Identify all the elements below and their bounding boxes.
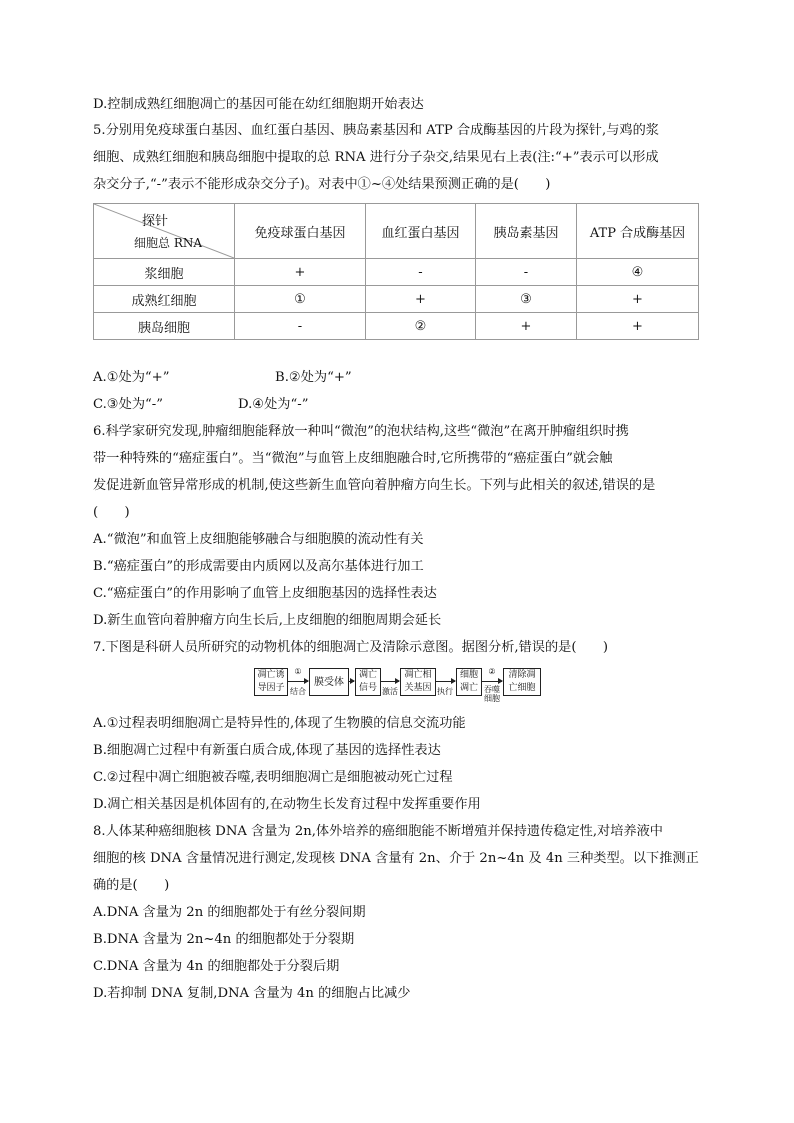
q7-option-a: A.①过程表明细胞凋亡是特异性的,体现了生物膜的信息交流功能 bbox=[93, 716, 466, 731]
q8-stem-line-3: 确的是( ) bbox=[93, 878, 170, 893]
q6-stem-line-3: 发促进新血管异常形成的机制,使这些新生血管向着肿瘤方向生长。下列与此相关的叙述,错误的是 bbox=[93, 478, 656, 493]
flow-arrow-5 bbox=[482, 681, 502, 682]
q8-option-c: C.DNA 含量为 4n 的细胞都处于分裂后期 bbox=[93, 959, 340, 974]
flow-box-apoptosis-signal: 凋亡 信号 bbox=[355, 668, 381, 696]
q5-option-b: B.②处为“+” bbox=[275, 370, 352, 385]
q4-option-d: D.控制成熟红细胞凋亡的基因可能在幼红细胞期开始表达 bbox=[93, 97, 424, 112]
q7-stem: 7.下图是科研人员所研究的动物机体的细胞凋亡及清除示意图。据图分析,错误的是( ) bbox=[93, 640, 608, 655]
flow-box-membrane-receptor: 膜受体 bbox=[309, 668, 349, 696]
table-header-row bbox=[94, 204, 699, 259]
table-header: 血红蛋白基因 bbox=[366, 204, 476, 259]
apoptosis-flow-diagram bbox=[254, 666, 544, 703]
flow-arrow-2 bbox=[349, 681, 354, 682]
q6-option-b: B.“癌症蛋白”的形成需要由内质网以及高尔基体进行加工 bbox=[93, 559, 424, 574]
table-cell: - bbox=[476, 259, 577, 286]
q8-stem-line-2: 细胞的核 DNA 含量情况进行测定,发现核 DNA 含量有 2n、介于 2n~4n 及 4n 三种类型。以下推测正 bbox=[93, 851, 699, 866]
flow-arrow-3-bottom: 激活 bbox=[382, 687, 398, 696]
flow-box-cell-apoptosis: 细胞 凋亡 bbox=[456, 668, 482, 696]
table-cell: + bbox=[577, 313, 699, 340]
q5-stem-line-2: 细胞、成熟红细胞和胰岛细胞中提取的总 RNA 进行分子杂交,结果见右上表(注:“+”表示可以形成 bbox=[93, 150, 659, 165]
table-cell: ③ bbox=[476, 286, 577, 313]
table-cell: + bbox=[235, 259, 366, 286]
q8-option-a: A.DNA 含量为 2n 的细胞都处于有丝分裂间期 bbox=[93, 905, 366, 920]
table-cell: + bbox=[577, 286, 699, 313]
table-cell: + bbox=[366, 286, 476, 313]
table-row bbox=[94, 286, 699, 313]
q5-table bbox=[93, 203, 699, 340]
flow-box-related-genes: 凋亡相 关基因 bbox=[400, 668, 436, 696]
q6-option-c: C.“癌症蛋白”的作用影响了血管上皮细胞基因的选择性表达 bbox=[93, 586, 437, 601]
flow-arrow-1 bbox=[288, 681, 308, 682]
table-header: 胰岛素基因 bbox=[476, 204, 577, 259]
q5-stem-line-3: 杂交分子,“-”表示不能形成杂交分子)。对表中①~④处结果预测正确的是( ) bbox=[93, 177, 551, 192]
q7-option-c: C.②过程中凋亡细胞被吞噬,表明细胞凋亡是细胞被动死亡过程 bbox=[93, 770, 453, 785]
flow-arrow-1-bottom: 结合 bbox=[290, 687, 306, 696]
table-corner-cell bbox=[94, 204, 235, 259]
q8-stem-line-1: 8.人体某种癌细胞核 DNA 含量为 2n,体外培养的癌细胞能不断增殖并保持遗传稳定性,对培养液中 bbox=[93, 824, 663, 839]
flow-box-induction-factor: 凋亡诱 导因子 bbox=[254, 668, 288, 696]
q6-stem-line-1: 6.科学家研究发现,肿瘤细胞能释放一种叫“微泡”的泡状结构,这些“微泡”在离开肿瘤组织时携 bbox=[93, 424, 629, 439]
q5-option-d: D.④处为“-” bbox=[238, 397, 309, 412]
flow-arrow-5-top: ② bbox=[488, 667, 496, 676]
q5-option-c: C.③处为“-” bbox=[93, 397, 163, 412]
q5-stem-line-1: 5.分别用免疫球蛋白基因、血红蛋白基因、胰岛素基因和 ATP 合成酶基因的片段为探针,与鸡的浆 bbox=[93, 123, 659, 138]
table-cell: + bbox=[476, 313, 577, 340]
table-cell: ① bbox=[235, 286, 366, 313]
q7-option-d: D.凋亡相关基因是机体固有的,在动物生长发育过程中发挥重要作用 bbox=[93, 797, 481, 812]
table-row bbox=[94, 313, 699, 340]
table-header: ATP 合成酶基因 bbox=[577, 204, 699, 259]
flow-arrow-1-top: ① bbox=[294, 667, 302, 676]
row-label: 浆细胞 bbox=[94, 259, 235, 286]
flow-arrow-4-bottom: 执行 bbox=[437, 687, 453, 696]
corner-bottom-label: 细胞总 RNA bbox=[134, 236, 203, 250]
table-cell: ② bbox=[366, 313, 476, 340]
table-cell: - bbox=[235, 313, 366, 340]
table-cell: ④ bbox=[577, 259, 699, 286]
flow-arrow-3 bbox=[381, 681, 399, 682]
row-label: 胰岛细胞 bbox=[94, 313, 235, 340]
q8-option-b: B.DNA 含量为 2n~4n 的细胞都处于分裂期 bbox=[93, 932, 355, 947]
table-cell: - bbox=[366, 259, 476, 286]
row-label: 成熟红细胞 bbox=[94, 286, 235, 313]
flow-arrow-5-bottom: 吞噬 细胞 bbox=[484, 685, 500, 703]
q8-option-d: D.若抑制 DNA 复制,DNA 含量为 4n 的细胞占比减少 bbox=[93, 986, 411, 1001]
flow-arrow-4 bbox=[436, 681, 455, 682]
table-header: 免疫球蛋白基因 bbox=[235, 204, 366, 259]
q6-stem-line-2: 带一种特殊的“癌症蛋白”。当“微泡”与血管上皮细胞融合时,它所携带的“癌症蛋白”就会触 bbox=[93, 451, 613, 466]
q7-option-b: B.细胞凋亡过程中有新蛋白质合成,体现了基因的选择性表达 bbox=[93, 743, 441, 758]
corner-top-label: 探针 bbox=[142, 214, 169, 229]
q6-stem-line-4: ( ) bbox=[93, 505, 130, 520]
q5-option-a: A.①处为“+” bbox=[93, 370, 170, 385]
q6-option-d: D.新生血管向着肿瘤方向生长后,上皮细胞的细胞周期会延长 bbox=[93, 613, 442, 628]
q6-option-a: A.“微泡”和血管上皮细胞能够融合与细胞膜的流动性有关 bbox=[93, 532, 424, 547]
table-row bbox=[94, 259, 699, 286]
flow-box-clear-cells: 清除凋 亡细胞 bbox=[503, 668, 541, 696]
